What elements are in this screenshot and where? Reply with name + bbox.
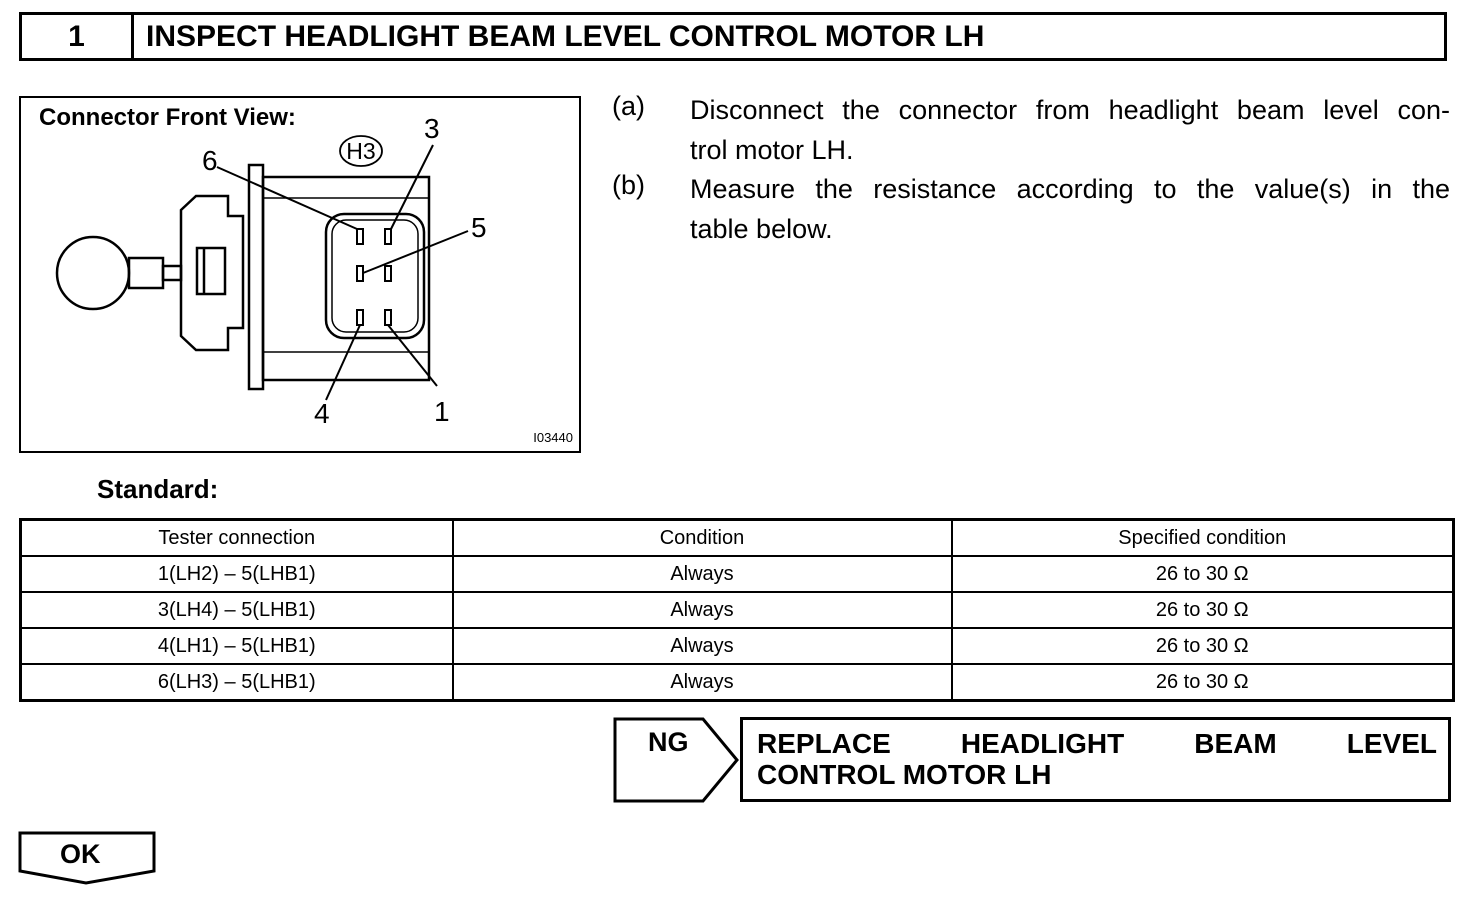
terminal-pin-4 — [357, 310, 363, 325]
figure-caption: Connector Front View: — [39, 104, 296, 131]
pin-label-3: 3 — [424, 113, 440, 144]
spec-table — [19, 518, 1455, 702]
figure-id: I03440 — [533, 430, 573, 445]
table-row — [21, 628, 1454, 664]
pin-label-1: 1 — [434, 396, 450, 427]
step-b-letter: (b) — [612, 170, 645, 200]
step-header — [19, 12, 1447, 61]
motor-body — [57, 237, 129, 309]
table-cell: 6(LH3) – 5(LHB1) — [21, 664, 453, 701]
table-row — [21, 664, 1454, 701]
step-title: INSPECT HEADLIGHT BEAM LEVEL CONTROL MOTOR LH — [146, 20, 985, 53]
pin-label-5: 5 — [471, 212, 487, 243]
ng-action-box — [740, 717, 1451, 802]
step-a-line-2: trol motor LH. — [690, 135, 854, 165]
terminal-face-outer — [326, 214, 424, 338]
pin-label-6: 6 — [202, 145, 218, 176]
ng-action-line-2: CONTROL MOTOR LH — [757, 759, 1052, 790]
table-header-cell: Tester connection — [21, 520, 453, 557]
connector-diagram — [21, 98, 579, 451]
terminal-pin-3 — [385, 229, 391, 244]
table-cell: Always — [453, 628, 952, 664]
motor-shaft — [129, 258, 163, 288]
step-number: 1 — [22, 15, 134, 58]
table-cell: 1(LH2) – 5(LHB1) — [21, 556, 453, 592]
ng-action-text — [757, 728, 1437, 790]
connector-socket-body — [263, 177, 429, 380]
terminal-face-inner — [332, 220, 418, 332]
step-a-letter: (a) — [612, 91, 645, 121]
connector-housing — [181, 196, 243, 350]
terminal-pin-1 — [385, 310, 391, 325]
terminal-pin-5-adj — [385, 266, 391, 281]
table-cell: Always — [453, 556, 952, 592]
ng-action-line-1: REPLACE HEADLIGHT BEAM LEVEL — [757, 728, 1437, 759]
connector-flange — [249, 165, 263, 389]
connector-code: H3 — [346, 138, 376, 164]
table-cell: 26 to 30 Ω — [952, 628, 1454, 664]
terminal-pin-6 — [357, 229, 363, 244]
ok-label: OK — [60, 839, 101, 869]
terminal-pin-5 — [357, 266, 363, 281]
standard-label: Standard: — [97, 474, 219, 504]
pin-label-4: 4 — [314, 398, 330, 429]
step-a-text — [690, 90, 1450, 170]
connector-figure — [19, 96, 581, 453]
table-cell: 3(LH4) – 5(LHB1) — [21, 592, 453, 628]
table-cell: 26 to 30 Ω — [952, 556, 1454, 592]
step-b-line-1: Measure the resistance according to the value(s) in the — [690, 174, 1450, 204]
table-row — [21, 592, 1454, 628]
table-header-cell: Condition — [453, 520, 952, 557]
step-b-line-2: table below. — [690, 214, 833, 244]
table-cell: 26 to 30 Ω — [952, 664, 1454, 701]
step-b-text — [690, 169, 1450, 249]
table-header-cell: Specified condition — [952, 520, 1454, 557]
table-header-row — [21, 520, 1454, 557]
table-cell: Always — [453, 592, 952, 628]
table-cell: 4(LH1) – 5(LHB1) — [21, 628, 453, 664]
table-row — [21, 556, 1454, 592]
table-cell: 26 to 30 Ω — [952, 592, 1454, 628]
table-cell: Always — [453, 664, 952, 701]
ng-label: NG — [648, 727, 689, 757]
step-a-line-1: Disconnect the connector from headlight beam level con- — [690, 95, 1450, 125]
